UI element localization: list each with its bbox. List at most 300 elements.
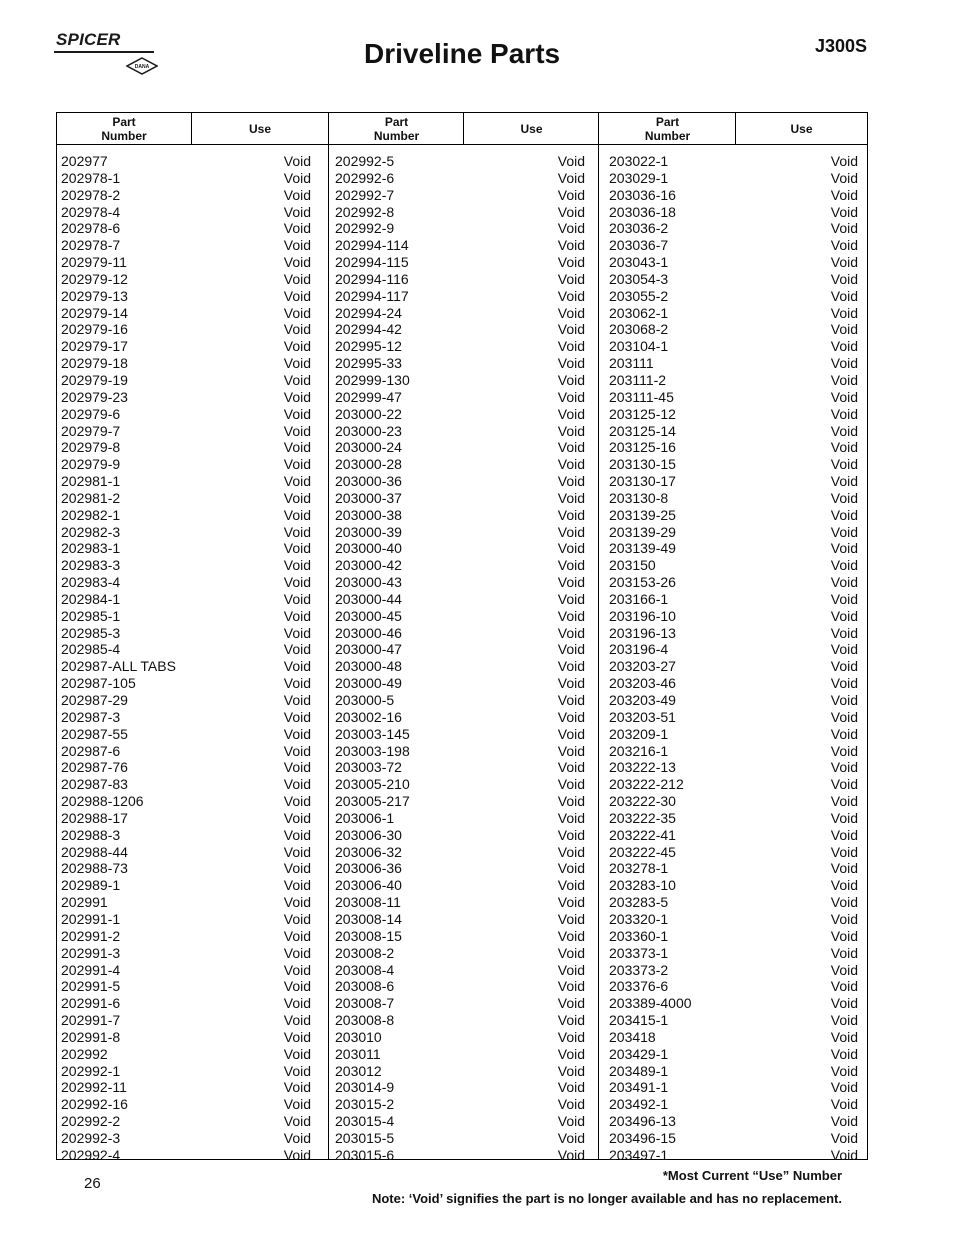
header-number-label: Number: [644, 128, 691, 143]
table-row: [609, 170, 858, 187]
part-number: 203376-6: [609, 978, 669, 995]
table-row: [335, 473, 585, 490]
part-use: Void: [557, 658, 585, 675]
part-use: Void: [557, 1079, 585, 1096]
spicer-logo: [54, 30, 158, 76]
part-number: 203000-42: [335, 557, 402, 574]
part-number: 202978-2: [61, 186, 121, 203]
table-row: [61, 625, 311, 642]
table-row: [609, 894, 858, 911]
part-use: Void: [830, 473, 858, 490]
part-number: 202987-83: [61, 776, 128, 793]
part-number: 202979-12: [61, 270, 128, 287]
part-number: 203006-32: [335, 843, 402, 860]
part-number: 203000-38: [335, 506, 402, 523]
table-row: [61, 1079, 311, 1096]
part-use: Void: [830, 220, 858, 237]
header-number-label: Number: [373, 128, 420, 143]
part-use: Void: [283, 877, 311, 894]
part-use: Void: [557, 405, 585, 422]
part-use: Void: [830, 877, 858, 894]
part-use: Void: [557, 270, 585, 287]
part-use: Void: [557, 287, 585, 304]
parts-column-3: [609, 153, 858, 1164]
table-row: [609, 1113, 858, 1130]
part-use: Void: [830, 1129, 858, 1146]
table-row: [609, 423, 858, 440]
header-part-label: Part: [112, 114, 136, 129]
table-row: [61, 877, 311, 894]
part-number: 202991-6: [61, 995, 121, 1012]
part-use: Void: [557, 793, 585, 810]
table-row: [335, 591, 585, 608]
part-use: Void: [283, 557, 311, 574]
table-row: [61, 305, 311, 322]
column-divider: [598, 113, 599, 1159]
part-use: Void: [830, 961, 858, 978]
part-use: Void: [830, 1113, 858, 1130]
part-use: Void: [283, 742, 311, 759]
part-number: 203373-2: [609, 961, 669, 978]
table-row: [61, 473, 311, 490]
table-row: [61, 456, 311, 473]
part-use: Void: [283, 1113, 311, 1130]
part-use: Void: [283, 624, 311, 641]
part-use: Void: [830, 607, 858, 624]
part-number: 203014-9: [335, 1079, 395, 1096]
part-use: Void: [830, 793, 858, 810]
part-number: 203000-37: [335, 489, 402, 506]
part-use: Void: [283, 338, 311, 355]
header-part-number-3: [599, 113, 736, 144]
column-divider: [328, 113, 329, 1159]
part-use: Void: [283, 961, 311, 978]
part-use: Void: [830, 1079, 858, 1096]
part-number: 203389-4000: [609, 995, 692, 1012]
table-row: [61, 1029, 311, 1046]
part-use: Void: [283, 590, 311, 607]
header-part-label: Part: [655, 114, 680, 129]
part-number: 203000-28: [335, 456, 402, 473]
part-use: Void: [830, 641, 858, 658]
parts-column-1: [61, 153, 311, 1164]
part-use: Void: [283, 153, 311, 169]
part-number: 203125-14: [609, 422, 676, 439]
table-row: [61, 355, 311, 372]
part-number: 203373-1: [609, 944, 669, 961]
part-use: Void: [830, 590, 858, 607]
part-use: Void: [283, 843, 311, 860]
part-use: Void: [830, 153, 858, 169]
table-row: [61, 1147, 311, 1164]
part-use: Void: [283, 321, 311, 338]
part-use: Void: [283, 978, 311, 995]
part-use: Void: [283, 405, 311, 422]
part-use: Void: [830, 910, 858, 927]
part-use: Void: [557, 725, 585, 742]
table-row: [609, 540, 858, 557]
table-row: [335, 1063, 585, 1080]
table-row: [335, 1096, 585, 1113]
part-use: Void: [283, 1096, 311, 1113]
part-use: Void: [557, 574, 585, 591]
table-header: [57, 113, 867, 145]
part-number: 203203-51: [609, 708, 676, 725]
table-row: [335, 877, 585, 894]
part-use: Void: [830, 203, 858, 220]
page-number: 26: [84, 1175, 101, 1192]
table-row: [61, 658, 311, 675]
table-row: [335, 389, 585, 406]
table-row: [61, 827, 311, 844]
part-use: Void: [557, 843, 585, 860]
header-divider: [191, 113, 192, 144]
table-row: [61, 490, 311, 507]
part-use: Void: [557, 742, 585, 759]
part-number: 202991-2: [61, 927, 121, 944]
part-number: 202988-73: [61, 860, 128, 877]
part-number: 202992-11: [61, 1079, 127, 1096]
part-number: 203015-6: [335, 1146, 395, 1163]
part-number: 203000-44: [335, 590, 402, 607]
table-row: [61, 962, 311, 979]
part-number: 203000-46: [335, 624, 402, 641]
part-number: 203008-4: [335, 961, 395, 978]
header-part-number-1: [57, 113, 191, 144]
table-row: [61, 1046, 311, 1063]
table-row: [61, 1096, 311, 1113]
table-row: [61, 372, 311, 389]
part-number: 203000-36: [335, 473, 402, 490]
table-row: [61, 338, 311, 355]
table-row: [61, 743, 311, 760]
part-number: 202979-19: [61, 371, 128, 388]
part-number: 203055-2: [609, 287, 669, 304]
part-use: Void: [830, 456, 858, 473]
table-row: [609, 844, 858, 861]
part-number: 202981-2: [61, 489, 121, 506]
table-row: [609, 743, 858, 760]
parts-column-2: [335, 153, 585, 1164]
model-code: J300S: [815, 36, 868, 56]
table-row: [61, 793, 311, 810]
part-number: 203008-7: [335, 995, 395, 1012]
table-row: [61, 574, 311, 591]
part-use: Void: [283, 1062, 311, 1079]
part-number: 203000-47: [335, 641, 402, 658]
part-use: Void: [557, 1096, 585, 1113]
part-use: Void: [283, 422, 311, 439]
table-row: [335, 321, 585, 338]
part-number: 203000-48: [335, 658, 402, 675]
part-number: 203006-1: [335, 809, 395, 826]
table-row: [335, 860, 585, 877]
part-number: 202991-7: [61, 1012, 121, 1029]
part-use: Void: [557, 186, 585, 203]
part-number: 202991-8: [61, 1028, 121, 1045]
part-number: 203036-2: [609, 220, 669, 237]
part-use: Void: [283, 371, 311, 388]
table-row: [609, 338, 858, 355]
part-use: Void: [557, 1062, 585, 1079]
table-row: [61, 995, 311, 1012]
part-use: Void: [830, 270, 858, 287]
table-row: [61, 608, 311, 625]
table-row: [61, 911, 311, 928]
header-part-label: Part: [384, 114, 409, 129]
table-row: [335, 995, 585, 1012]
part-number: 202979-13: [61, 287, 128, 304]
table-row: [335, 456, 585, 473]
part-use: Void: [830, 304, 858, 321]
part-number: 202979-11: [61, 254, 127, 271]
table-row: [61, 153, 311, 170]
part-number: 202991-3: [61, 944, 121, 961]
table-row: [609, 456, 858, 473]
part-number: 202981-1: [61, 473, 121, 490]
part-number: 203008-8: [335, 1012, 395, 1029]
part-use: Void: [557, 1012, 585, 1029]
part-number: 202994-24: [335, 304, 402, 321]
table-row: [335, 254, 585, 271]
part-use: Void: [283, 910, 311, 927]
part-number: 202987-29: [61, 692, 128, 708]
part-number: 202992-6: [335, 169, 395, 186]
part-use: Void: [830, 759, 858, 776]
part-use: Void: [557, 708, 585, 725]
part-number: 203000-40: [335, 540, 402, 557]
part-number: 202992-9: [335, 220, 395, 237]
part-number: 203068-2: [609, 321, 669, 338]
part-use: Void: [283, 1045, 311, 1062]
table-row: [335, 1012, 585, 1029]
part-number: 202992-8: [335, 203, 395, 220]
table-row: [609, 1096, 858, 1113]
part-number: 203104-1: [609, 338, 669, 355]
table-row: [609, 692, 858, 709]
table-row: [609, 1063, 858, 1080]
part-number: 203003-145: [335, 725, 410, 742]
part-use: Void: [830, 388, 858, 405]
table-row: [335, 204, 585, 221]
part-use: Void: [830, 894, 858, 911]
part-use: Void: [557, 995, 585, 1012]
part-use: Void: [283, 287, 311, 304]
table-row: [609, 271, 858, 288]
part-number: 203320-1: [609, 910, 669, 927]
table-row: [609, 1130, 858, 1147]
part-use: Void: [557, 540, 585, 557]
table-row: [609, 793, 858, 810]
part-use: Void: [830, 860, 858, 877]
table-row: [335, 406, 585, 423]
table-row: [61, 439, 311, 456]
table-row: [609, 574, 858, 591]
table-row: [609, 911, 858, 928]
table-row: [609, 759, 858, 776]
part-use: Void: [283, 1028, 311, 1045]
table-row: [609, 810, 858, 827]
part-number: 202992-7: [335, 186, 395, 203]
table-row: [61, 641, 311, 658]
part-number: 203043-1: [609, 254, 669, 271]
part-number: 203003-198: [335, 742, 410, 759]
header-use-1: Use: [248, 121, 271, 136]
part-number: 202987-6: [61, 742, 121, 759]
part-use: Void: [557, 237, 585, 254]
part-number: 202979-18: [61, 355, 128, 372]
table-row: [609, 860, 858, 877]
table-row: [335, 507, 585, 524]
part-use: Void: [557, 1129, 585, 1146]
part-number: 202983-1: [61, 540, 121, 557]
table-row: [335, 338, 585, 355]
part-use: Void: [283, 270, 311, 287]
part-use: Void: [283, 203, 311, 220]
part-use: Void: [557, 355, 585, 372]
part-number: 203415-1: [609, 1012, 669, 1029]
table-row: [335, 305, 585, 322]
table-row: [609, 877, 858, 894]
part-use: Void: [830, 725, 858, 742]
table-row: [335, 220, 585, 237]
part-use: Void: [830, 405, 858, 422]
part-use: Void: [830, 489, 858, 506]
table-row: [335, 237, 585, 254]
part-use: Void: [283, 254, 311, 271]
part-number: 203283-5: [609, 894, 669, 911]
table-row: [335, 574, 585, 591]
table-row: [61, 894, 311, 911]
part-use: Void: [283, 1129, 311, 1146]
table-row: [609, 608, 858, 625]
part-use: Void: [557, 590, 585, 607]
table-row: [335, 625, 585, 642]
part-number: 203000-5: [335, 692, 395, 708]
part-number: 203011: [335, 1045, 381, 1062]
table-row: [335, 355, 585, 372]
part-number: 203006-40: [335, 877, 402, 894]
part-number: 202987-3: [61, 708, 121, 725]
part-number: 202991-4: [61, 961, 121, 978]
part-number: 203216-1: [609, 742, 669, 759]
table-row: [335, 726, 585, 743]
table-row: [609, 1147, 858, 1164]
table-row: [609, 355, 858, 372]
part-use: Void: [283, 489, 311, 506]
table-row: [335, 1147, 585, 1164]
part-number: 203496-13: [609, 1113, 676, 1130]
part-number: 203015-4: [335, 1113, 395, 1130]
table-row: [609, 372, 858, 389]
part-number: 203130-17: [609, 473, 676, 490]
table-row: [609, 153, 858, 170]
part-use: Void: [283, 826, 311, 843]
table-row: [61, 288, 311, 305]
part-number: 202994-42: [335, 321, 402, 338]
part-number: 202995-33: [335, 355, 402, 372]
table-row: [335, 1046, 585, 1063]
part-use: Void: [283, 927, 311, 944]
part-number: 203489-1: [609, 1062, 669, 1079]
part-number: 203166-1: [609, 590, 669, 607]
part-use: Void: [557, 473, 585, 490]
part-number: 203283-10: [609, 877, 676, 894]
part-number: 203000-43: [335, 574, 402, 591]
part-use: Void: [830, 843, 858, 860]
table-row: [335, 675, 585, 692]
part-use: Void: [283, 725, 311, 742]
part-use: Void: [283, 574, 311, 591]
part-use: Void: [283, 995, 311, 1012]
part-number: 203008-2: [335, 944, 395, 961]
header-number-label: Number: [101, 128, 147, 143]
void-note: Note: ‘Void’ signifies the part is no longer available and has no replacement.: [371, 1191, 842, 1206]
part-use: Void: [283, 186, 311, 203]
table-row: [609, 237, 858, 254]
dana-text: DANA: [134, 64, 150, 70]
part-use: Void: [557, 203, 585, 220]
header-divider: [735, 113, 736, 144]
part-use: Void: [830, 540, 858, 557]
table-row: [61, 726, 311, 743]
part-use: Void: [283, 237, 311, 254]
table-row: [335, 524, 585, 541]
part-number: 203036-18: [609, 203, 676, 220]
part-number: 203222-212: [609, 776, 684, 793]
part-number: 202991-5: [61, 978, 121, 995]
page-title: Driveline Parts: [364, 38, 561, 69]
table-row: [61, 928, 311, 945]
header-use-2: Use: [520, 121, 543, 136]
table-row: [335, 978, 585, 995]
part-number: 203360-1: [609, 927, 669, 944]
part-number: 203008-14: [335, 910, 402, 927]
part-use: Void: [283, 793, 311, 810]
part-use: Void: [283, 607, 311, 624]
part-use: Void: [557, 894, 585, 911]
table-row: [61, 254, 311, 271]
table-row: [61, 692, 311, 709]
part-use: Void: [283, 894, 311, 911]
part-use: Void: [830, 422, 858, 439]
part-use: Void: [557, 456, 585, 473]
part-number: 203497-1: [609, 1146, 669, 1163]
part-number: 203491-1: [609, 1079, 669, 1096]
table-row: [335, 641, 585, 658]
table-row: [335, 271, 585, 288]
table-row: [609, 726, 858, 743]
part-number: 202979-6: [61, 405, 121, 422]
table-row: [609, 439, 858, 456]
part-use: Void: [557, 1028, 585, 1045]
part-number: 202979-17: [61, 338, 128, 355]
part-use: Void: [557, 759, 585, 776]
table-row: [61, 591, 311, 608]
part-use: Void: [283, 355, 311, 372]
table-row: [609, 709, 858, 726]
part-number: 202979-14: [61, 304, 128, 321]
part-use: Void: [830, 1045, 858, 1062]
part-number: 202988-3: [61, 826, 121, 843]
part-number: 203196-4: [609, 641, 669, 658]
logo-underline: [54, 51, 154, 53]
table-row: [61, 810, 311, 827]
table-row: [335, 827, 585, 844]
part-number: 202991: [61, 894, 108, 911]
table-row: [609, 204, 858, 221]
part-number: 203000-39: [335, 523, 402, 540]
